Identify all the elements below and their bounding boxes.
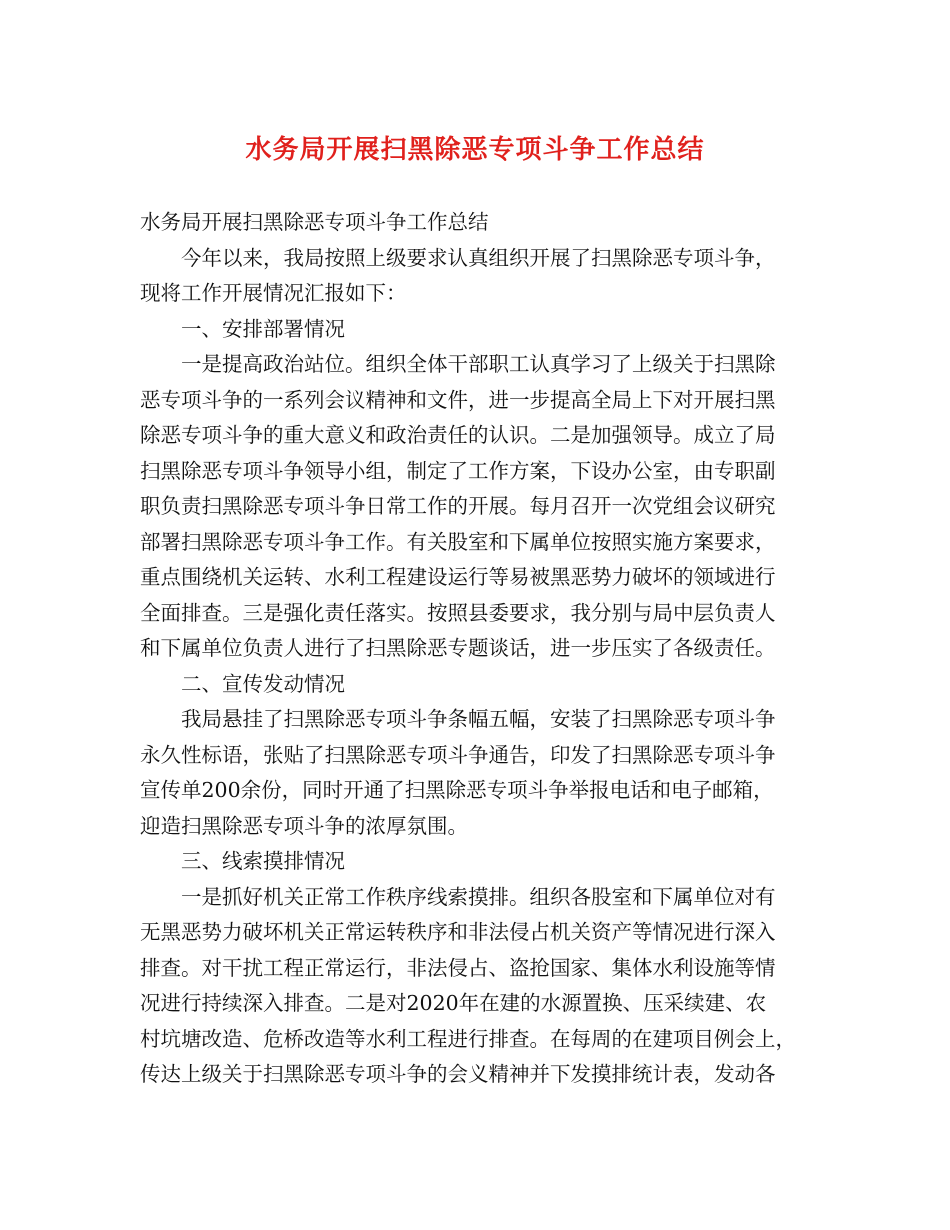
document-body — [140, 205, 830, 1093]
body-text-line: 三、线索摸排情况 — [181, 849, 345, 873]
body-text-line: 传达上级关于扫黑除恶专项斗争的会义精神并下发摸排统计表，发动各 — [140, 1062, 776, 1086]
body-text-line: 况进行持续深入排查。二是对2020年在建的水源置换、压采续建、农 — [140, 991, 767, 1015]
body-text-line: 今年以来，我局按照上级要求认真组织开展了扫黑除恶专项斗争， — [181, 245, 776, 270]
body-text-line: 职负责扫黑除恶专项斗争日常工作的开展。每月召开一次党组会议研究 — [140, 494, 776, 518]
body-text-line: 一、安排部署情况 — [181, 316, 345, 341]
body-text-line: 和下属单位负责人进行了扫黑除恶专题谈话，进一步压实了各级责任。 — [140, 636, 776, 660]
body-text-line: 一是提高政治站位。组织全体干部职工认真学习了上级关于扫黑除 — [181, 352, 776, 376]
body-text-line: 迎造扫黑除恶专项斗争的浓厚氛围。 — [140, 813, 468, 838]
body-text-line: 无黑恶势力破坏机关正常运转秩序和非法侵占机关资产等情况进行深入 — [140, 920, 776, 944]
body-text-line: 部署扫黑除恶专项斗争工作。有关股室和下属单位按照实施方案要求， — [140, 529, 776, 554]
body-text-line: 现将工作开展情况汇报如下： — [140, 281, 407, 305]
document-title: 水务局开展扫黑除恶专项斗争工作总结 — [245, 135, 705, 165]
body-text-line: 恶专项斗争的一系列会议精神和文件，进一步提高全局上下对开展扫黑 — [140, 387, 776, 412]
body-text-line: 永久性标语，张贴了扫黑除恶专项斗争通告，印发了扫黑除恶专项斗争 — [140, 742, 776, 767]
body-text-line: 重点围绕机关运转、水利工程建设运行等易被黑恶势力破坏的领域进行 — [140, 565, 776, 589]
body-text-line: 村坑塘改造、危桥改造等水利工程进行排查。在每周的在建项目例会上， — [140, 1026, 796, 1051]
body-text-line: 一是抓好机关正常工作秩序线索摸排。组织各股室和下属单位对有 — [181, 884, 776, 909]
body-text-line: 除恶专项斗争的重大意义和政治责任的认识。二是加强领导。成立了局 — [140, 423, 776, 447]
body-text-line: 扫黑除恶专项斗争领导小组，制定了工作方案，下设办公室，由专职副 — [140, 458, 776, 483]
body-text-line: 排查。对干扰工程正常运行，非法侵占、盗抢国家、集体水利设施等情 — [140, 955, 776, 980]
body-text-line: 全面排查。三是强化责任落实。按照县委要求，我分别与局中层负责人 — [140, 600, 776, 625]
body-text-line: 我局悬挂了扫黑除恶专项斗争条幅五幅，安装了扫黑除恶专项斗争 — [181, 707, 776, 731]
body-text-line: 水务局开展扫黑除恶专项斗争工作总结 — [140, 210, 489, 234]
body-text-line: 二、宣传发动情况 — [181, 671, 345, 696]
body-text-line: 宣传单200余份，同时开通了扫黑除恶专项斗争举报电话和电子邮箱， — [140, 778, 774, 802]
